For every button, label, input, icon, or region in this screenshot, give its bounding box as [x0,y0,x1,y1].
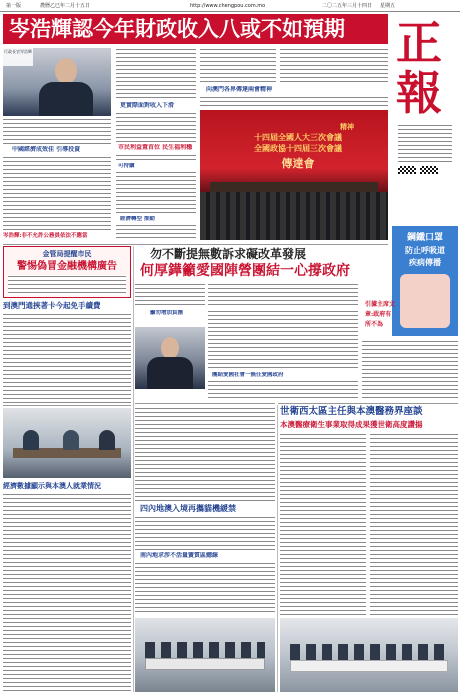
hey-person-body [147,357,193,389]
weekday: 星期五 [380,3,396,9]
ad-line2: 防止呼吸道 [405,245,445,255]
npc-dais [210,182,378,192]
logo-char-2: 報 [396,66,442,120]
crossborder-headline: 四內地澳入境再攜貓機緩禁 [140,503,236,513]
publisher-info [398,124,452,164]
fin-headline: 警惕偽冒金融機構廣告 [17,261,117,272]
npc-banner-line2: 全國政協十四屆三次會議 [254,143,342,153]
lead-body-col1 [3,118,111,144]
person-body [39,82,93,116]
health-subhead: 本澳醫療衛生事業取得成果獲世衛高度讚揚 [280,420,423,429]
npc-top-subhead: 向澳門各界傳達兩會精神 [206,86,273,93]
hey-headline: 何厚鏵籲愛國陣營團結一心撐政府 [140,263,350,279]
consumer-headline: 到澳門通挾著卡今起免手續費 [3,301,101,310]
person-c [99,430,115,450]
lead-subhead-4: 可持續 [118,163,135,169]
health-body-2 [370,433,458,615]
issue-date: 二〇二五年三月十四日 [322,3,373,9]
hey-kicker: 勿不斷提無數訴求礙改革發展 [150,247,307,261]
hey-body-3 [208,310,358,370]
employment-body [3,493,131,691]
person-b [63,430,79,450]
fin-body [8,275,126,295]
employment-headline: 經濟數據顯示與本澳人就業情況 [3,481,101,490]
lead-subhead-3: 中國經濟成效佳 引導投資 [12,146,81,153]
health-attendees [290,644,448,660]
crossborder-subhead: 南內地求涉不活量簧質區總線 [140,552,219,559]
crossborder-body-2 [135,516,275,550]
health-photo [280,618,458,692]
health-headline: 世衛西太區主任與本澳醫務界座談 [280,406,423,417]
logo-char-1: 正 [396,16,442,70]
lead-headline-banner [3,14,388,44]
health-table [290,660,448,672]
meeting-photo [135,618,275,692]
lunar-date: 農曆乙巳年二月十五日 [40,3,91,9]
lead-body-col2c [116,154,196,162]
npc-meeting-photo [200,110,388,240]
qr-code-2 [420,166,438,174]
lead-body-col4 [280,48,388,84]
attendees-row [145,642,265,658]
lead-body-col2b [116,112,196,142]
hey-person-head [161,337,179,359]
npc-banner-line3: 精神 [340,122,354,131]
hey-subhead-a: 籲勿增加負擔 [150,310,184,316]
hey-sidebar-1: 引據主席文 [365,301,396,308]
ad-line3: 疾病傳播 [409,257,441,267]
lead-subhead-2: 市民利益置首位 民生福利穩 [118,144,193,151]
lead-subhead-5: 經濟轉型 推動 [120,216,155,222]
ad-line1: 鋼鐵口罩 [406,233,443,243]
lead-body-col1b [3,156,111,230]
ad-image [400,274,450,328]
hey-sidebar-2: 章:政府有 [365,311,392,318]
fin-kicker: 金管局提醒市民 [42,249,92,258]
crossborder-body-1 [135,407,275,501]
logo [392,14,458,174]
hey-sidebar-3: 所不為 [365,321,384,328]
hey-body-1 [135,283,205,307]
page-label: 第一版 [6,3,22,9]
lead-body-col2e [116,224,196,240]
person-head [55,58,77,84]
ceo-photo-caption: 行政長官岑浩輝 [3,48,33,66]
npc-banner-line1: 十四屆全國人大三次會議 [254,132,342,142]
qr-code-1 [398,166,416,174]
masthead-strip [0,0,460,12]
hey-body-5 [362,340,458,400]
website-link[interactable]: http://www.chengpou.com.mo [190,3,266,9]
finance-alert-box [3,246,131,298]
crossborder-body-3 [135,562,275,614]
npc-audience [200,192,388,240]
hey-body-2 [208,283,358,307]
meeting-table [145,658,265,670]
hey-subhead-b: 團結愛國社會一無任愛國政府 [212,372,284,378]
lead-subhead-1: 更實際面對收入下滑 [120,102,175,109]
person-a [23,430,39,450]
lead-body-col2d [116,171,196,215]
lead-body-col2 [116,48,196,100]
lead-bottom-note: 岑浩輝:非不允許公務員依法不應當 [3,233,88,239]
lead-headline: 岑浩輝認今年財政收入八或不如預期 [9,16,345,41]
ho-hau-wah-photo [135,327,205,389]
consumer-body [3,313,131,405]
npc-banner-line4: 傳達會 [281,157,315,170]
lead-body-col3 [200,48,276,84]
employment-photo [3,408,131,478]
lead-body-col3b [200,96,388,108]
health-body-1 [280,433,366,615]
hey-body-4 [208,380,358,400]
